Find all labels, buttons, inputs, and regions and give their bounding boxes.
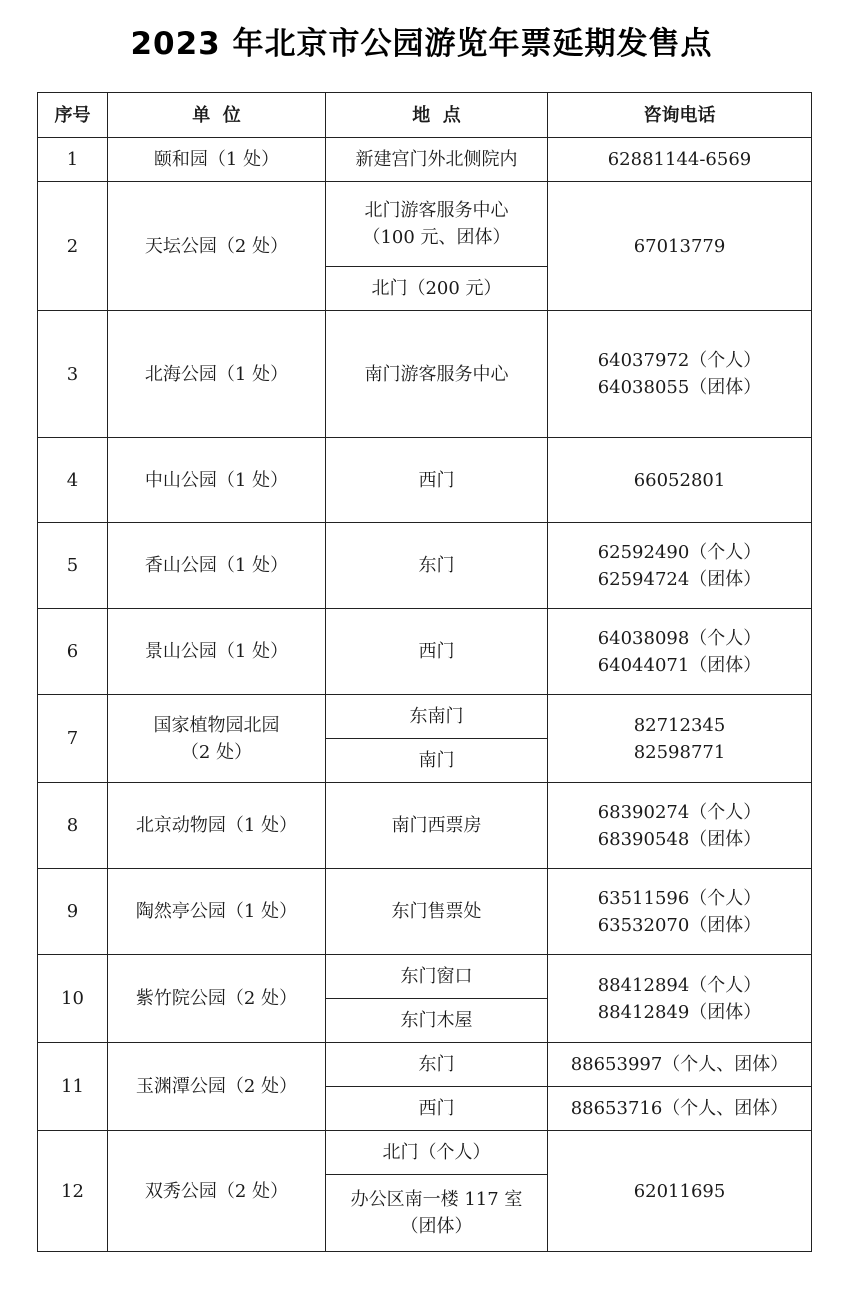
phone-line: 88412894（个人） xyxy=(597,974,762,996)
location-cell: 东南门 xyxy=(326,695,548,739)
location-cell: 新建宫门外北侧院内 xyxy=(326,138,548,182)
location-cell: 东门窗口 xyxy=(326,955,548,999)
table-row xyxy=(38,869,812,955)
unit-cell: 北京动物园（1 处） xyxy=(108,783,326,869)
phone-cell xyxy=(548,695,812,783)
seq-cell: 7 xyxy=(38,695,108,783)
unit-cell: 陶然亭公园（1 处） xyxy=(108,869,326,955)
location-cell: 南门 xyxy=(326,739,548,783)
unit-cell: 景山公园（1 处） xyxy=(108,609,326,695)
phone-line: 64037972（个人） xyxy=(597,350,762,371)
phone-cell: 88653716（个人、团体） xyxy=(548,1087,812,1131)
unit-cell: 颐和园（1 处） xyxy=(108,138,326,182)
phone-line: 68390548（团体） xyxy=(597,828,762,850)
table-row xyxy=(38,1043,812,1087)
unit-cell: 香山公园（1 处） xyxy=(108,523,326,609)
location-line: （团体） xyxy=(400,1216,473,1237)
phone-cell xyxy=(548,523,812,609)
sales-points-table xyxy=(37,92,812,1252)
unit-cell xyxy=(108,695,326,783)
phone-cell: 66052801 xyxy=(548,438,812,523)
phone-line: 64038055（团体） xyxy=(597,377,762,398)
table-row xyxy=(38,955,812,999)
table-row xyxy=(38,438,812,523)
location-cell xyxy=(326,182,548,267)
phone-cell xyxy=(548,311,812,438)
page-title: 2023 年北京市公园游览年票延期发售点 xyxy=(130,26,713,62)
location-line: 办公区南一楼 117 室 xyxy=(350,1189,523,1210)
header-seq: 序号 xyxy=(38,93,108,138)
location-cell: 北门（200 元） xyxy=(326,267,548,311)
location-cell: 东门 xyxy=(326,1043,548,1087)
location-line: 北门游客服务中心 xyxy=(364,200,509,221)
phone-line: 82712345 xyxy=(633,714,726,736)
table-row xyxy=(38,311,812,438)
seq-cell: 10 xyxy=(38,955,108,1043)
phone-cell xyxy=(548,955,812,1043)
seq-cell: 4 xyxy=(38,438,108,523)
header-location: 地 点 xyxy=(326,93,548,138)
location-cell: 南门西票房 xyxy=(326,783,548,869)
location-cell: 东门 xyxy=(326,523,548,609)
unit-cell: 北海公园（1 处） xyxy=(108,311,326,438)
unit-line: 国家植物园北园 xyxy=(153,714,280,736)
location-cell: 南门游客服务中心 xyxy=(326,311,548,438)
phone-line: 62594724（团体） xyxy=(597,568,762,590)
table-row xyxy=(38,523,812,609)
phone-cell xyxy=(548,783,812,869)
seq-cell: 1 xyxy=(38,138,108,182)
seq-cell: 6 xyxy=(38,609,108,695)
location-cell: 西门 xyxy=(326,438,548,523)
location-cell: 西门 xyxy=(326,609,548,695)
phone-line: 68390274（个人） xyxy=(597,801,762,823)
header-unit: 单 位 xyxy=(108,93,326,138)
unit-cell: 中山公园（1 处） xyxy=(108,438,326,523)
phone-cell xyxy=(548,869,812,955)
table-row xyxy=(38,182,812,267)
phone-line: 64038098（个人） xyxy=(597,627,762,649)
phone-cell: 88653997（个人、团体） xyxy=(548,1043,812,1087)
location-line: （100 元、团体） xyxy=(362,227,511,248)
table-row xyxy=(38,783,812,869)
location-cell: 东门售票处 xyxy=(326,869,548,955)
table-row xyxy=(38,695,812,739)
header-phone: 咨询电话 xyxy=(548,93,812,138)
seq-cell: 12 xyxy=(38,1131,108,1252)
phone-line: 62592490（个人） xyxy=(597,541,762,563)
seq-cell: 3 xyxy=(38,311,108,438)
phone-cell: 62881144-6569 xyxy=(548,138,812,182)
unit-cell: 天坛公园（2 处） xyxy=(108,182,326,311)
seq-cell: 8 xyxy=(38,783,108,869)
phone-line: 88412849（团体） xyxy=(597,1001,762,1023)
location-cell: 西门 xyxy=(326,1087,548,1131)
phone-line: 64044071（团体） xyxy=(597,654,762,676)
phone-line: 63511596（个人） xyxy=(597,887,762,909)
seq-cell: 11 xyxy=(38,1043,108,1131)
unit-line: （2 处） xyxy=(180,741,253,763)
location-cell: 北门（个人） xyxy=(326,1131,548,1175)
phone-line: 63532070（团体） xyxy=(597,914,762,936)
unit-cell: 玉渊潭公园（2 处） xyxy=(108,1043,326,1131)
phone-cell: 62011695 xyxy=(548,1131,812,1252)
table-header-row xyxy=(38,93,812,138)
location-cell xyxy=(326,1175,548,1252)
seq-cell: 9 xyxy=(38,869,108,955)
seq-cell: 2 xyxy=(38,182,108,311)
seq-cell: 5 xyxy=(38,523,108,609)
phone-cell: 67013779 xyxy=(548,182,812,311)
unit-cell: 双秀公园（2 处） xyxy=(108,1131,326,1252)
table-row xyxy=(38,138,812,182)
unit-cell: 紫竹院公园（2 处） xyxy=(108,955,326,1043)
table-row xyxy=(38,1131,812,1175)
phone-line: 82598771 xyxy=(633,741,726,763)
location-cell: 东门木屋 xyxy=(326,999,548,1043)
table-row xyxy=(38,609,812,695)
phone-cell xyxy=(548,609,812,695)
